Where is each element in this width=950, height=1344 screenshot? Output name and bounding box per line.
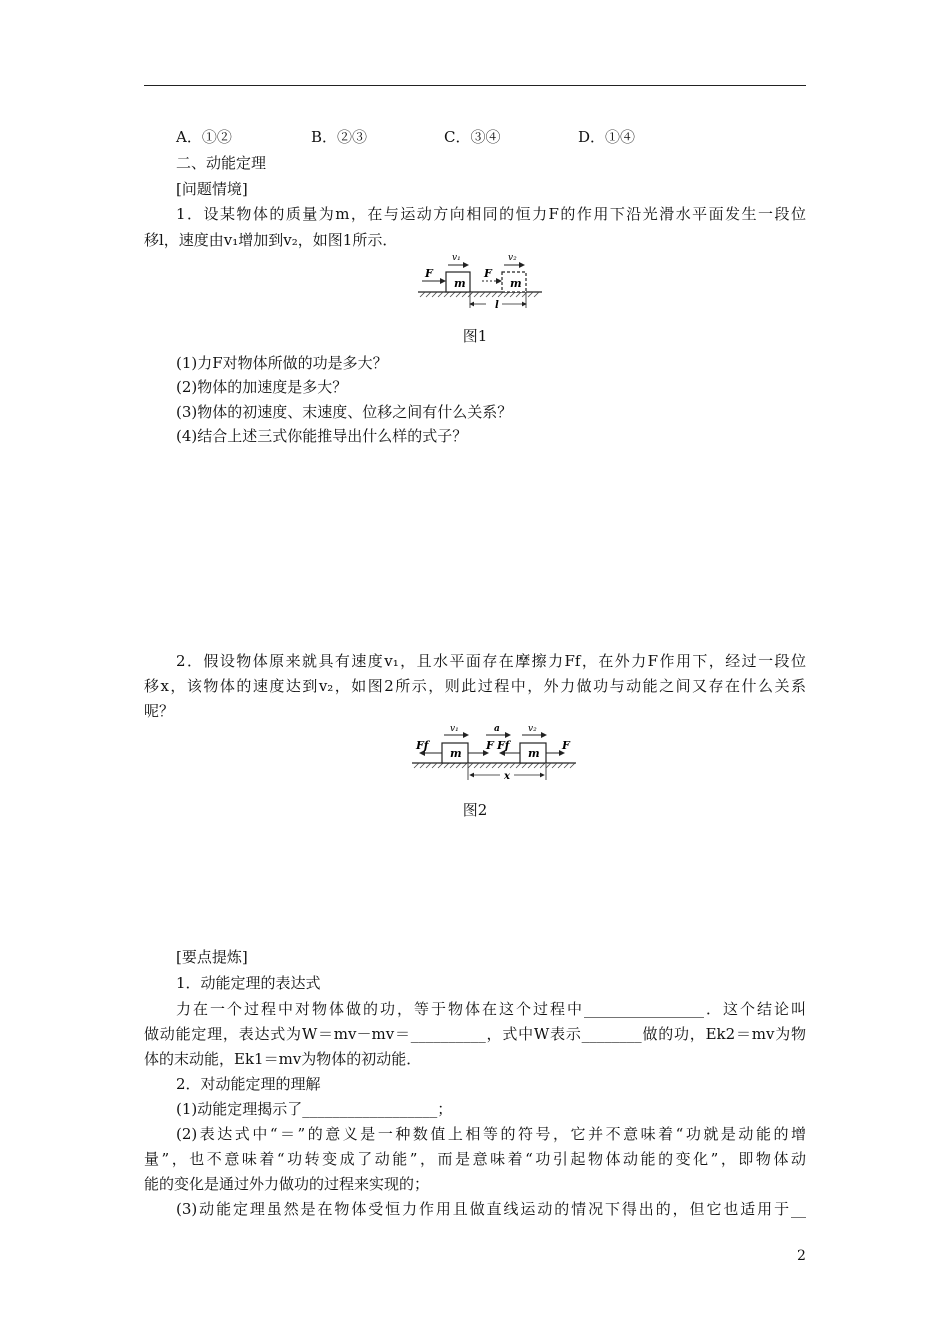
fig2-label-Ff-mid: Ff xyxy=(497,739,510,752)
fig2-label-F-mid: F xyxy=(486,739,494,752)
key-point-2-1: (1)动能定理揭示了__________________； xyxy=(176,1100,453,1118)
key-point-2-2-line-1: (2)表达式中“＝”的意义是一种数值上相等的符号，它并不意味着“功就是动能的增 xyxy=(176,1125,806,1143)
key-point-1-line-3: 体的末动能，Ek1＝mv为物体的初动能． xyxy=(144,1050,422,1068)
fig2-label-a: a xyxy=(494,724,500,734)
q1-sub-4: (4)结合上述三式你能推导出什么样的式子？ xyxy=(176,427,468,445)
fig2-label-v1: v₁ xyxy=(450,724,459,734)
section-title: 二、动能定理 xyxy=(176,154,267,172)
q1-line-1: 1．设某物体的质量为m，在与运动方向相同的恒力F的作用下沿光滑水平面发生一段位 xyxy=(176,205,806,223)
page-number: 2 xyxy=(797,1248,806,1264)
fig1-label-F-right: F xyxy=(484,267,492,280)
fig2-label-m-right: m xyxy=(528,747,540,760)
q1-line-2: 移l，速度由v₁增加到v₂，如图1所示． xyxy=(144,231,398,249)
key-point-1-title: 1．动能定理的表达式 xyxy=(176,974,321,992)
fig1-label-v2: v₂ xyxy=(508,253,517,263)
q2-line-1: 2．假设物体原来就具有速度v₁，且水平面存在摩擦力Ff，在外力F作用下，经过一段位 xyxy=(176,652,806,670)
ground-hatching xyxy=(414,763,575,768)
ground-hatching xyxy=(420,292,539,297)
figure-1 xyxy=(410,246,550,310)
option-a: A．①② xyxy=(176,128,232,146)
problem-header: [问题情境] xyxy=(176,180,248,198)
q1-sub-3: (3)物体的初速度、末速度、位移之间有什么关系？ xyxy=(176,403,513,421)
fig1-label-m-right: m xyxy=(510,277,522,290)
fig2-label-F-right: F xyxy=(562,739,570,752)
key-point-2-2-line-3: 能的变化是通过外力做功的过程来实现的； xyxy=(144,1175,430,1193)
key-point-1-line-2: 做动能定理，表达式为W＝mv－mv＝__________，式中W表示________做的功，Ek2＝mv为物 xyxy=(144,1025,806,1043)
fig1-label-F-left: F xyxy=(425,267,433,280)
fig2-label-Ff-left: Ff xyxy=(416,739,429,752)
option-b: B．②③ xyxy=(311,128,368,146)
q1-sub-2: (2)物体的加速度是多大？ xyxy=(176,378,348,396)
key-points-header: [要点提炼] xyxy=(176,948,248,966)
key-point-2-2-line-2: 量”，也不意味着“功转变成了动能”，而是意味着“功引起物体动能的变化”，即物体动 xyxy=(144,1150,806,1168)
fig2-label-v2: v₂ xyxy=(528,724,537,734)
header-rule xyxy=(144,85,806,86)
fig2-label-m-left: m xyxy=(450,747,462,760)
q2-line-3: 呢？ xyxy=(144,702,175,720)
q1-sub-1: (1)力F对物体所做的功是多大？ xyxy=(176,354,388,372)
option-c: C．③④ xyxy=(444,128,501,146)
fig1-label-m-left: m xyxy=(454,277,466,290)
option-d: D．①④ xyxy=(578,128,636,146)
key-point-2-3: (3)动能定理虽然是在物体受恒力作用且做直线运动的情况下得出的，但它也适用于__ xyxy=(176,1200,806,1218)
key-point-2-title: 2．对动能定理的理解 xyxy=(176,1075,321,1093)
q2-line-2: 移x，该物体的速度达到v₂，如图2所示，则此过程中，外力做功与动能之间又存在什么关系 xyxy=(144,677,806,695)
figure-2 xyxy=(408,718,580,782)
figure-2-caption: 图2 xyxy=(462,801,488,819)
figure-1-caption: 图1 xyxy=(462,327,488,345)
fig1-label-v1: v₁ xyxy=(452,253,461,263)
key-point-1-line-1: 力在一个过程中对物体做的功，等于物体在这个过程中________________．这个结论叫 xyxy=(176,1000,806,1018)
fig2-label-x: x xyxy=(504,771,510,782)
fig1-label-l: l xyxy=(495,300,499,310)
